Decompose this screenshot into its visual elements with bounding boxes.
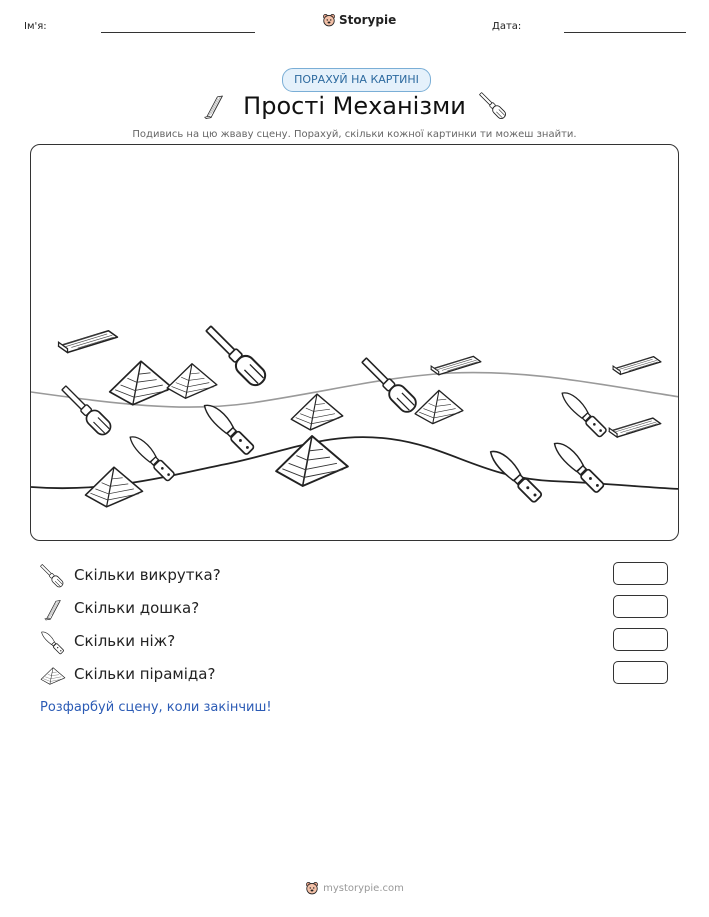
date-label: Дата: [492, 21, 522, 32]
pyramid-icon [110, 361, 173, 405]
counting-scene [30, 144, 679, 541]
pyramid-icon [276, 436, 348, 486]
question-label: Скільки ніж? [74, 632, 176, 650]
question-label: Скільки піраміда? [74, 665, 216, 683]
plank-icon [609, 418, 661, 437]
screwdriver-icon [479, 92, 509, 122]
footer [0, 881, 709, 895]
plank-icon [613, 357, 661, 375]
knife-icon [491, 451, 543, 503]
bear-logo-icon [305, 881, 319, 895]
instructions: Подивись на цю жваву сцену. Порахуй, скільки кожної картинки ти можеш знайти. [132, 129, 577, 140]
name-label: Ім'я: [24, 21, 47, 32]
knife-icon [562, 393, 607, 438]
name-field-line[interactable] [101, 32, 255, 33]
logo-text: Storypie [339, 13, 397, 27]
screwdriver-icon [362, 358, 419, 415]
screwdriver-icon [206, 326, 269, 389]
answer-box-screwdriver[interactable] [613, 562, 668, 585]
question-label: Скільки дошка? [74, 599, 200, 617]
screwdriver-icon [40, 564, 66, 590]
plank-icon [59, 331, 118, 353]
question-row-plank [40, 597, 670, 621]
answer-box-pyramid[interactable] [613, 661, 668, 684]
bear-logo-icon [322, 13, 336, 27]
answer-box-knife[interactable] [613, 628, 668, 651]
coloring-instruction: Розфарбуй сцену, коли закінчиш! [40, 700, 272, 715]
pyramid-icon [85, 467, 142, 507]
question-label: Скільки викрутка? [74, 566, 221, 584]
plank-icon [40, 597, 66, 623]
knife-icon [554, 443, 604, 493]
knife-icon [40, 630, 66, 656]
pyramid-icon [167, 364, 217, 399]
pyramid-icon [40, 663, 66, 689]
question-row-screwdriver [40, 564, 670, 588]
activity-badge: ПОРАХУЙ НА КАРТИНІ [282, 68, 431, 92]
page-title: Прості Механізми [243, 92, 466, 120]
answer-box-plank[interactable] [613, 595, 668, 618]
storypie-logo [322, 13, 396, 27]
question-row-pyramid [40, 663, 670, 687]
footer-url[interactable]: mystorypie.com [323, 882, 404, 894]
date-field-line[interactable] [564, 32, 686, 33]
knife-icon [204, 405, 254, 455]
knife-icon [130, 437, 175, 482]
screwdriver-icon [62, 386, 114, 438]
question-row-knife [40, 630, 670, 654]
pyramid-icon [291, 394, 343, 430]
pyramid-icon [415, 390, 463, 423]
